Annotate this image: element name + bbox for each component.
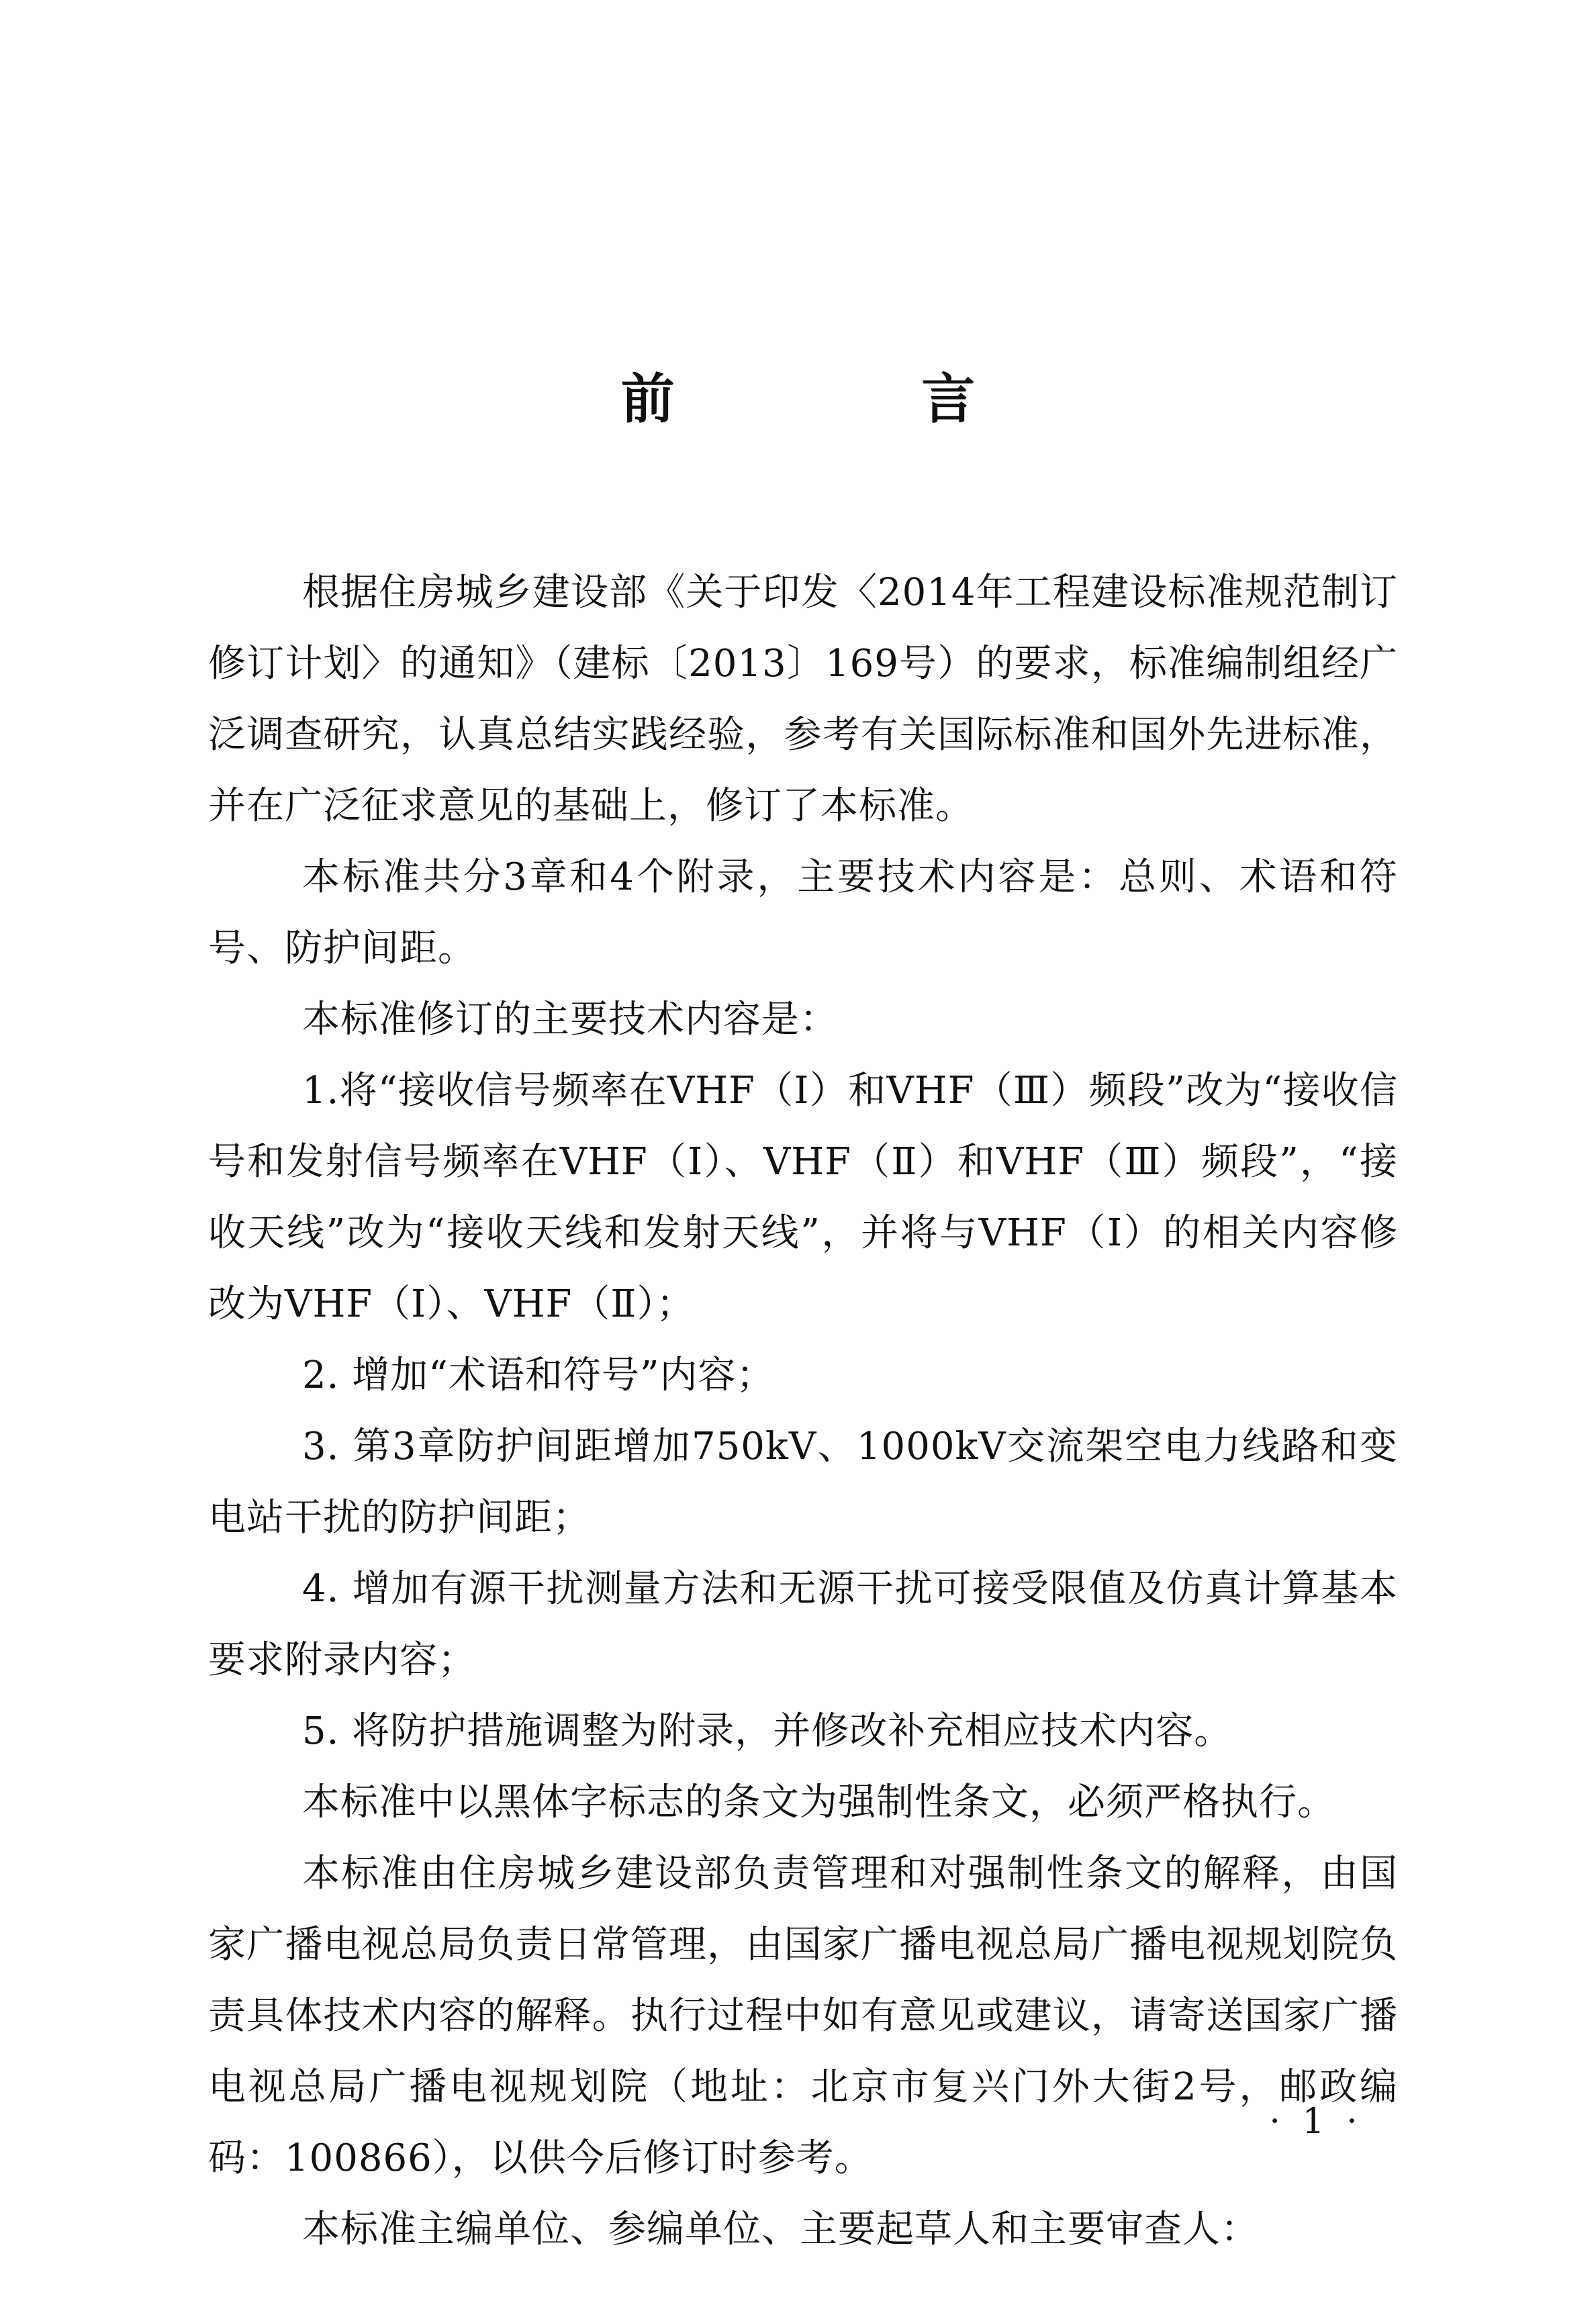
paragraph-revision-item-5: 5. 将防护措施调整为附录，并修改补充相应技术内容。 [302,1709,1233,1753]
paragraph-units-intro: 本标准主编单位、参编单位、主要起草人和主要审查人： [302,2208,1259,2251]
paragraph-revision-item-3: 3. 第3章防护间距增加750kV、1000kV交流架空电力线路和变电站干扰的防护间距； [208,1425,1398,1540]
paragraph-revision-item-4: 4. 增加有源干扰测量方法和无源干扰可接受限值及仿真计算基本要求附录内容； [208,1567,1398,1682]
paragraph-management: 本标准由住房城乡建设部负责管理和对强制性条文的解释，由国家广播电视总局负责日常管理，由国家广播电视总局广播电视规划院负责具体技术内容的解释。执行过程中如有意见或建议，请寄送国家广播电视总局广播电视规划院（地址：北京市复兴门外大街2号，邮政编码：100866），以供今后修订时参考。 [208,1852,1398,2180]
body-text [208,557,1398,2265]
paragraph-revision-intro: 本标准修订的主要技术内容是： [302,998,838,1041]
paragraph-revision-item-2: 2. 增加“术语和符号”内容； [302,1354,775,1397]
paragraph-basis: 根据住房城乡建设部《关于印发〈2014年工程建设标准规范制订修订计划〉的通知》（建标〔2013〕169号）的要求，标准编制组经广泛调查研究，认真总结实践经验，参考有关国际标准和国外先进标准，并在广泛征求意见的基础上，修订了本标准。 [208,571,1398,828]
paragraph-structure: 本标准共分3章和4个附录，主要技术内容是：总则、术语和符号、防护间距。 [208,855,1398,970]
paragraph-revision-item-1: 1.将“接收信号频率在VHF（Ⅰ）和VHF（Ⅲ）频段”改为“接收信号和发射信号频率在VHF（Ⅰ）、VHF（Ⅱ）和VHF（Ⅲ）频段”，“接收天线”改为“接收天线和发射天线”，并将与VHF（Ⅰ）的相关内容修改为VHF（Ⅰ）、VHF（Ⅱ）； [208,1069,1398,1326]
paragraph-mandatory: 本标准中以黑体字标志的条文为强制性条文，必须严格执行。 [302,1781,1335,1824]
page-title: 前 言 [620,368,1090,430]
page-number: · 1 · [1269,2101,1363,2142]
